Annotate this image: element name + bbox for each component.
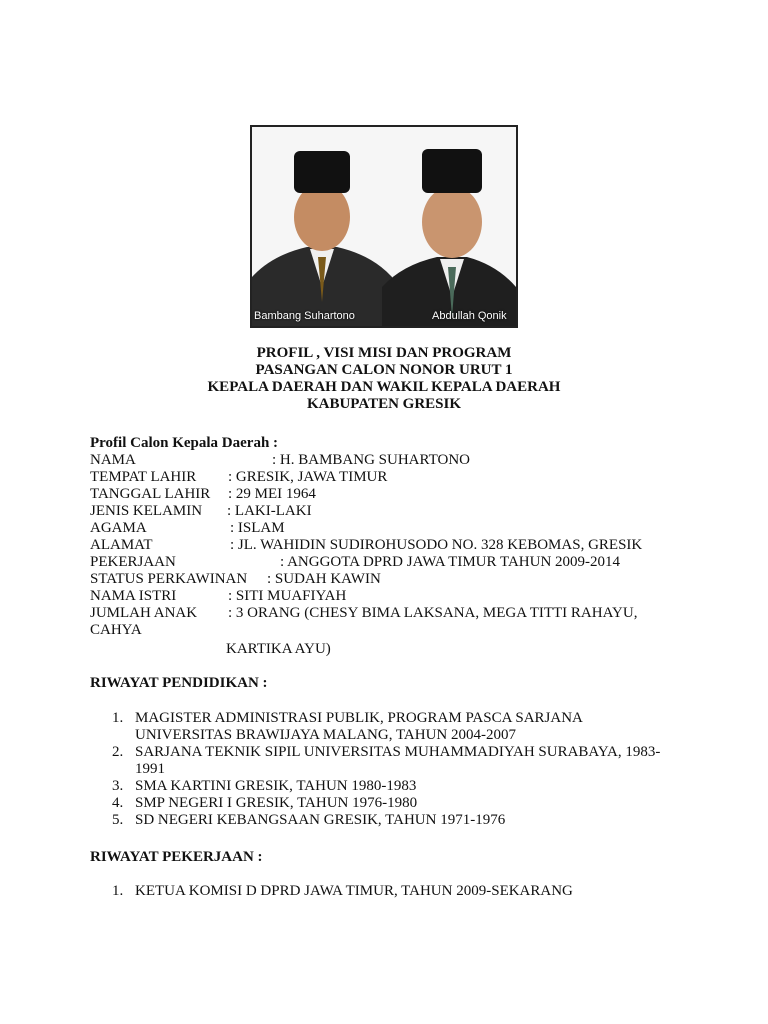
list-item: [90, 812, 690, 829]
education-list: [90, 710, 690, 829]
field-label-jenis-kelamin: JENIS KELAMIN: [90, 503, 203, 519]
work-list: [90, 883, 690, 900]
list-item-text: KETUA KOMISI D DPRD JAWA TIMUR, TAHUN 2009-SEKARANG: [135, 883, 573, 899]
field-label-agama: AGAMA: [90, 520, 147, 536]
work-section-title: RIWAYAT PEKERJAAN :: [90, 849, 263, 865]
candidate-photo-illustration: [252, 127, 516, 326]
list-number: 2.: [112, 744, 124, 760]
field-value-nama: : H. BAMBANG SUHARTONO: [272, 452, 471, 468]
field-label-tanggal-lahir: TANGGAL LAHIR: [90, 486, 211, 502]
right-photo-caption: Abdullah Qonik: [432, 310, 507, 322]
field-value-tanggal-lahir: : 29 MEI 1964: [228, 486, 316, 502]
candidate-photo: [250, 125, 518, 328]
heading-line-2: PASANGAN CALON NONOR URUT 1: [255, 362, 513, 378]
heading-line-3: KEPALA DAERAH DAN WAKIL KEPALA DAERAH: [207, 379, 561, 395]
field-value-nama-istri: : SITI MUAFIYAH: [228, 588, 347, 604]
list-number: 3.: [112, 778, 124, 794]
list-item: [90, 795, 690, 812]
document-heading: [0, 345, 768, 413]
list-item: [90, 710, 690, 744]
field-label-pekerjaan: PEKERJAAN: [90, 554, 176, 570]
field-label-nama-istri: NAMA ISTRI: [90, 588, 177, 604]
list-item-text: 1991: [135, 761, 165, 777]
list-item-text: SMP NEGERI I GRESIK, TAHUN 1976-1980: [135, 795, 418, 811]
field-label-tempat-lahir: TEMPAT LAHIR: [90, 469, 197, 485]
list-item-text: SMA KARTINI GRESIK, TAHUN 1980-1983: [135, 778, 417, 794]
list-item: [90, 778, 690, 795]
field-value-pekerjaan: : ANGGOTA DPRD JAWA TIMUR TAHUN 2009-2014: [280, 554, 621, 570]
field-label-jumlah-anak: JUMLAH ANAK: [90, 605, 198, 621]
list-number: 1.: [112, 883, 124, 899]
field-value-agama: : ISLAM: [230, 520, 285, 536]
field-value-jumlah-anak: : 3 ORANG (CHESY BIMA LAKSANA, MEGA TITTI RAHAYU,: [228, 605, 638, 621]
field-value-jenis-kelamin: : LAKI-LAKI: [227, 503, 312, 519]
list-number: 5.: [112, 812, 124, 828]
list-item-text: SARJANA TEKNIK SIPIL UNIVERSITAS MUHAMMADIYAH SURABAYA, 1983-: [135, 744, 661, 760]
list-item-text: UNIVERSITAS BRAWIJAYA MALANG, TAHUN 2004-2007: [135, 727, 516, 743]
field-label-status-perkawinan: STATUS PERKAWINAN: [90, 571, 248, 587]
list-number: 4.: [112, 795, 124, 811]
list-number: 1.: [112, 710, 124, 726]
profile-section-title: Profil Calon Kepala Daerah :: [90, 435, 279, 451]
field-label-nama: NAMA: [90, 452, 136, 468]
list-item: [90, 883, 690, 900]
heading-line-1: PROFIL , VISI MISI DAN PROGRAM: [256, 345, 512, 361]
list-item: [90, 744, 690, 778]
field-label-alamat: ALAMAT: [90, 537, 153, 553]
list-item-text: SD NEGERI KEBANGSAAN GRESIK, TAHUN 1971-1976: [135, 812, 506, 828]
field-value-status-perkawinan: : SUDAH KAWIN: [267, 571, 381, 587]
list-item-text: MAGISTER ADMINISTRASI PUBLIK, PROGRAM PASCA SARJANA: [135, 710, 583, 726]
field-value-jumlah-anak-wrap: CAHYA: [90, 622, 142, 638]
field-value-alamat: : JL. WAHIDIN SUDIROHUSODO NO. 328 KEBOMAS, GRESIK: [230, 537, 643, 553]
left-photo-caption: Bambang Suhartono: [254, 310, 355, 322]
heading-line-4: KABUPATEN GRESIK: [306, 396, 462, 412]
education-section-title: RIWAYAT PENDIDIKAN :: [90, 675, 268, 691]
field-value-jumlah-anak-continuation: KARTIKA AYU): [226, 641, 331, 657]
field-value-tempat-lahir: : GRESIK, JAWA TIMUR: [228, 469, 388, 485]
